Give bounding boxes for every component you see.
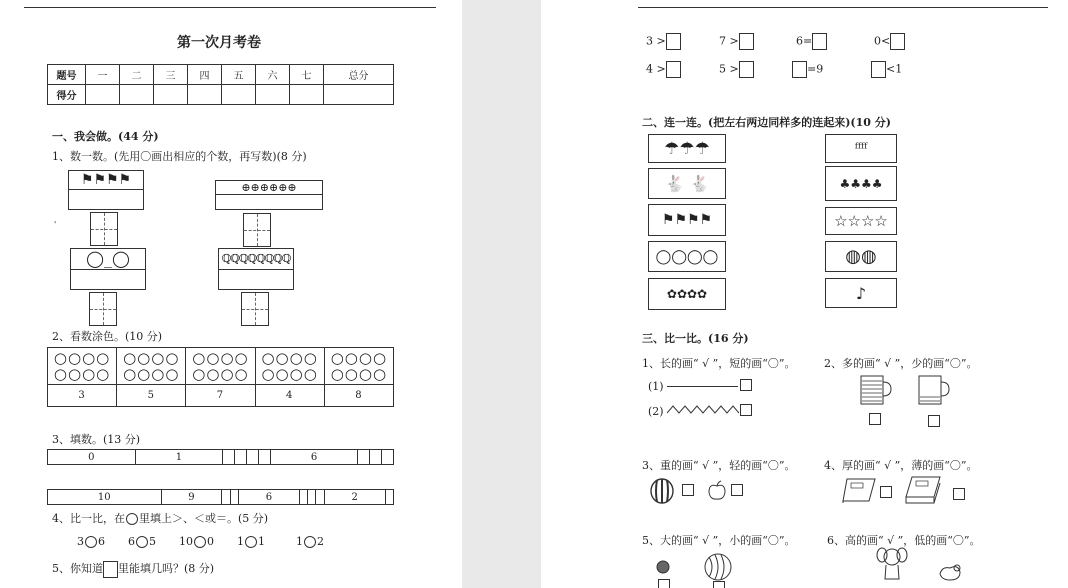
exam-page-left [0, 0, 462, 588]
compare-q6-text: 6、高的画“ √ ”，低的画“〇”。 [827, 534, 981, 547]
circle-group[interactable]: ○○○○ ○○○○ [48, 348, 117, 385]
color-count: 8 [324, 385, 393, 407]
fill-cell[interactable] [358, 450, 370, 465]
apple-icons: ◯_◯ [71, 248, 145, 270]
answer-square[interactable] [740, 378, 752, 391]
score-col: 五 [222, 65, 256, 85]
fill-cell[interactable]: 9 [161, 490, 222, 505]
ineq-box[interactable] [792, 61, 807, 78]
apple-icon [706, 480, 728, 502]
fill-cell[interactable]: 6 [270, 450, 358, 465]
score-col: 三 [154, 65, 188, 85]
score-col: 二 [120, 65, 154, 85]
page-title: 第一次月考卷 [177, 35, 261, 51]
full-cup-icon [859, 373, 893, 407]
fill-cell[interactable] [222, 490, 230, 505]
answer-square[interactable] [928, 414, 940, 427]
compare-q5-text: 5、大的画“ √ ”，小的画“〇”。 [642, 534, 796, 547]
zigzag-line [667, 404, 739, 414]
compare-circle[interactable] [194, 536, 206, 548]
ineq-box[interactable] [666, 33, 681, 50]
circle-group[interactable]: ○○○○ ○○○○ [117, 348, 186, 385]
score-cell[interactable] [86, 85, 120, 105]
fill-cell[interactable] [385, 490, 393, 505]
compare-circle[interactable] [304, 536, 316, 548]
score-cell[interactable] [188, 85, 222, 105]
flags-icons: ⚑⚑⚑⚑ [69, 170, 143, 190]
fill-cell[interactable] [235, 450, 247, 465]
top-rule [638, 7, 1048, 8]
q5-text: 5、你知道 里能填几吗？(8 分) [52, 560, 214, 578]
ineq-box[interactable] [739, 61, 754, 78]
q2-text: 2、看数涂色。(10 分) [52, 330, 163, 343]
fill-cell[interactable] [223, 450, 235, 465]
match-right-pears[interactable]: ♪ [825, 278, 897, 308]
match-left-umbrellas[interactable]: ☂☂☂ [648, 134, 726, 163]
stray-mark: ' [54, 220, 57, 229]
match-right-stars[interactable]: ☆☆☆☆ [825, 207, 897, 235]
fill-cell[interactable]: 6 [239, 490, 300, 505]
fill-cell[interactable] [246, 450, 258, 465]
score-col: 六 [256, 65, 290, 85]
ineq-item: 7 > [719, 33, 754, 50]
fill-cell[interactable]: 1 [135, 450, 223, 465]
match-left-flowers[interactable]: ✿✿✿✿ [648, 278, 726, 310]
match-left-apples[interactable]: ◯◯◯◯ [648, 241, 726, 272]
ineq-item: 3 > [646, 33, 681, 50]
ineq-item: 5 > [719, 61, 754, 78]
compare-items: 3 6 6 5 10 0 1 1 1 2 [77, 535, 324, 548]
ineq-item: 0< [874, 33, 905, 50]
coloring-table [47, 347, 394, 407]
answer-box-fish[interactable] [243, 213, 271, 247]
q4-text: 4、比一比，在 里填上＞、＜或＝。(5 分) [52, 512, 269, 525]
section-2-heading: 二、连一连。(把左右两边同样多的连起来)(10 分) [642, 116, 891, 129]
section-3-heading: 三、比一比。(16 分) [642, 332, 749, 345]
answer-square[interactable] [953, 487, 965, 500]
answer-box-flags[interactable] [90, 212, 118, 246]
compare-circle[interactable] [136, 536, 148, 548]
answer-square[interactable] [869, 412, 881, 425]
ineq-item: 6= [796, 33, 827, 50]
score-col-total: 总分 [324, 65, 394, 85]
watermelon-icon [649, 478, 675, 504]
circle-placeholder [126, 513, 138, 525]
score-col: 四 [188, 65, 222, 85]
big-ball-icon [703, 552, 733, 582]
ineq-box[interactable] [871, 61, 886, 78]
straight-line [667, 386, 738, 387]
ineq-box[interactable] [739, 33, 754, 50]
score-cell[interactable] [324, 85, 394, 105]
answer-square[interactable] [713, 580, 725, 588]
ineq-box[interactable] [812, 33, 827, 50]
fill-cell[interactable]: 2 [324, 490, 385, 505]
score-row-label: 得分 [48, 85, 86, 105]
match-right-fish[interactable]: ◍◍ [825, 241, 897, 272]
score-cell[interactable] [154, 85, 188, 105]
fill-cell[interactable] [308, 490, 316, 505]
ineq-item: =9 [792, 61, 823, 78]
score-cell[interactable] [222, 85, 256, 105]
q1-text: 1、数一数。(先用〇画出相应的个数，再写数)(8 分) [52, 150, 307, 163]
q3-text: 3、填数。(13 分) [52, 433, 141, 446]
fill-row-2 [47, 489, 394, 505]
page-gap [462, 0, 541, 588]
fill-cell[interactable] [230, 490, 238, 505]
hen-icon [936, 562, 964, 582]
section-1-heading: 一、我会做。(44 分) [52, 130, 159, 143]
small-ball-icon [656, 560, 670, 574]
thin-book-icon [841, 477, 879, 505]
answer-box-balloons[interactable] [241, 292, 269, 326]
ineq-box[interactable] [666, 61, 681, 78]
match-left-flags[interactable]: ⚑⚑⚑⚑ [648, 204, 726, 236]
color-count: 4 [255, 385, 324, 407]
circle-group[interactable]: ○○○○ ○○○○ [186, 348, 255, 385]
compare-q4-text: 4、厚的画“ √ ”，薄的画“〇”。 [824, 459, 978, 472]
score-table-header: 题号 [48, 65, 86, 85]
fill-cell[interactable]: 10 [48, 490, 162, 505]
top-rule [24, 7, 436, 8]
color-count: 3 [48, 385, 117, 407]
answer-square[interactable] [740, 403, 752, 416]
answer-square[interactable] [682, 483, 694, 496]
answer-box-placeholder [103, 561, 118, 578]
fill-cell[interactable] [382, 450, 394, 465]
color-count: 7 [186, 385, 255, 407]
half-cup-icon [917, 373, 951, 407]
answer-square[interactable] [731, 483, 743, 496]
answer-square[interactable] [658, 578, 670, 588]
compare-q2-text: 2、多的画“ √ ”，少的画“〇”。 [824, 357, 978, 370]
circle-group[interactable]: ○○○○ ○○○○ [324, 348, 393, 385]
fill-cell[interactable] [370, 450, 382, 465]
fill-cell[interactable]: 0 [48, 450, 136, 465]
score-table [47, 64, 394, 105]
ineq-item: 4 > [646, 61, 681, 78]
match-right-vegetables[interactable]: ♣♣♣♣ [825, 166, 897, 201]
match-right-carrots[interactable]: ᶠᶠᶠᶠ [825, 134, 897, 163]
fill-row-1 [47, 449, 394, 465]
ineq-item: <1 [871, 61, 902, 78]
compare-q1-text: 1、长的画“ √ ”，短的画“〇”。 [642, 357, 796, 370]
balloon-icons: ℚℚℚℚℚℚℚℚ [219, 248, 293, 270]
score-col: 七 [290, 65, 324, 85]
color-count: 5 [117, 385, 186, 407]
thick-book-icon [904, 475, 942, 507]
match-left-rabbits[interactable]: 🐇 🐇 [648, 168, 726, 199]
compare-q3-text: 3、重的画“ √ ”，轻的画“〇”。 [642, 459, 796, 472]
score-cell[interactable] [256, 85, 290, 105]
score-col: 一 [86, 65, 120, 85]
fish-icons: ⊕⊕⊕⊕⊕⊕ [216, 180, 322, 195]
line-label-2: (2) [648, 405, 664, 418]
answer-square[interactable] [880, 485, 892, 498]
score-cell[interactable] [120, 85, 154, 105]
ineq-box[interactable] [890, 33, 905, 50]
line-label-1: (1) [648, 380, 664, 393]
fill-cell[interactable] [258, 450, 270, 465]
circle-group[interactable]: ○○○○ ○○○○ [255, 348, 324, 385]
exam-page-right [541, 0, 1068, 588]
answer-box-apples[interactable] [89, 292, 117, 326]
compare-circle[interactable] [245, 536, 257, 548]
elephant-icon [875, 545, 909, 581]
fill-cell[interactable] [316, 490, 324, 505]
fill-cell[interactable] [299, 490, 307, 505]
score-cell[interactable] [290, 85, 324, 105]
compare-circle[interactable] [85, 536, 97, 548]
